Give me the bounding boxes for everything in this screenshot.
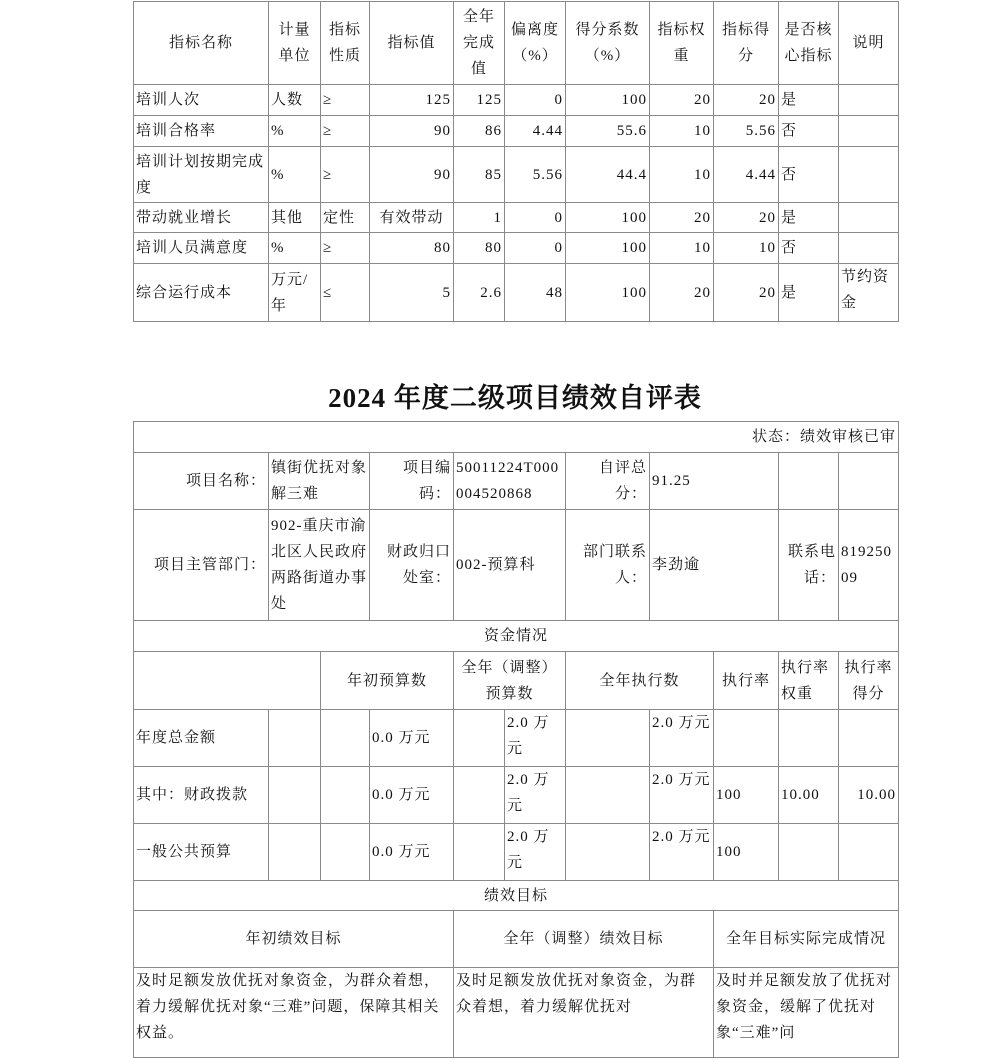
funds-header-executed: 全年执行数 xyxy=(566,652,714,710)
indicator-row xyxy=(134,264,899,322)
indicator-cell: ≥ xyxy=(321,233,370,264)
indicator-cell xyxy=(839,203,899,233)
indicator-cell xyxy=(839,116,899,147)
indicator-cell: % xyxy=(269,233,321,264)
indicator-row xyxy=(134,233,899,264)
indicator-cell: 100 xyxy=(566,264,650,322)
indicator-cell: 培训人员满意度 xyxy=(134,233,269,264)
indicator-cell: 10 xyxy=(650,147,714,203)
goals-header-adjusted: 全年（调整）绩效目标 xyxy=(454,911,714,968)
empty-cell xyxy=(269,824,321,881)
header-cell: 得分系数（%） xyxy=(566,2,650,85)
indicator-cell: 100 xyxy=(566,233,650,264)
indicator-cell: 5.56 xyxy=(714,116,779,147)
header-cell: 全年完成值 xyxy=(454,2,505,85)
empty-cell xyxy=(134,652,321,710)
empty-cell xyxy=(779,453,839,510)
indicator-cell: ≥ xyxy=(321,85,370,116)
empty-cell xyxy=(839,453,899,510)
empty-cell xyxy=(566,767,650,824)
indicator-cell: 0 xyxy=(505,203,566,233)
indicator-row xyxy=(134,116,899,147)
indicator-cell: 2.6 xyxy=(454,264,505,322)
dept-label: 项目主管部门： xyxy=(134,510,269,621)
funds-initial: 0.0 万元 xyxy=(370,767,454,824)
indicator-cell: 100 xyxy=(566,203,650,233)
funds-weight xyxy=(779,710,839,767)
project-name-value: 镇街优抚对象解三难 xyxy=(269,453,370,510)
indicator-cell: 0 xyxy=(505,85,566,116)
funds-row xyxy=(134,824,899,881)
indicator-cell: 否 xyxy=(779,116,839,147)
empty-cell xyxy=(269,710,321,767)
total-score-label: 自评总分： xyxy=(566,453,650,510)
indicator-cell: 4.44 xyxy=(714,147,779,203)
goals-header-initial: 年初绩效目标 xyxy=(134,911,454,968)
phone-value: 81925009 xyxy=(839,510,899,621)
contact-value: 李劲逾 xyxy=(650,510,779,621)
header-cell: 指标性质 xyxy=(321,2,370,85)
indicator-cell: 100 xyxy=(566,85,650,116)
indicator-row xyxy=(134,203,899,233)
funds-header-initial: 年初预算数 xyxy=(321,652,454,710)
indicator-row xyxy=(134,85,899,116)
total-score-value: 91.25 xyxy=(650,453,779,510)
funds-section-heading: 资金情况 xyxy=(134,621,899,652)
finance-office-value: 002-预算科 xyxy=(454,510,566,621)
indicator-cell: 有效带动 xyxy=(370,203,454,233)
indicator-cell xyxy=(839,233,899,264)
goal-adjusted-text: 及时足额发放优抚对象资金，为群众着想，着力缓解优抚对 xyxy=(454,968,714,1058)
indicator-cell: 10 xyxy=(714,233,779,264)
empty-cell xyxy=(321,824,370,881)
empty-cell xyxy=(269,767,321,824)
evaluation-table xyxy=(133,421,899,1058)
project-code-label: 项目编码： xyxy=(370,453,454,510)
indicator-cell: 10 xyxy=(650,116,714,147)
funds-row xyxy=(134,767,899,824)
funds-header-adjusted: 全年（调整）预算数 xyxy=(454,652,566,710)
indicator-cell: 20 xyxy=(650,203,714,233)
indicator-cell: 综合运行成本 xyxy=(134,264,269,322)
indicator-cell: ≥ xyxy=(321,116,370,147)
funds-rate: 100 xyxy=(714,824,779,881)
indicator-cell: 48 xyxy=(505,264,566,322)
indicator-cell: 培训人次 xyxy=(134,85,269,116)
funds-score xyxy=(839,710,899,767)
indicator-cell: 定性 xyxy=(321,203,370,233)
indicator-cell: 5.56 xyxy=(505,147,566,203)
indicator-table xyxy=(133,1,899,322)
indicator-cell: 20 xyxy=(714,85,779,116)
indicator-cell: 125 xyxy=(454,85,505,116)
indicator-cell: 20 xyxy=(714,264,779,322)
indicator-cell: 80 xyxy=(370,233,454,264)
indicator-cell: 55.6 xyxy=(566,116,650,147)
indicator-cell: ≤ xyxy=(321,264,370,322)
funds-score: 10.00 xyxy=(839,767,899,824)
indicator-cell: 人数 xyxy=(269,85,321,116)
indicator-row xyxy=(134,147,899,203)
indicator-cell: 节约资金 xyxy=(839,264,899,322)
indicator-cell: ≥ xyxy=(321,147,370,203)
empty-cell xyxy=(566,710,650,767)
indicator-cell: % xyxy=(269,116,321,147)
funds-weight: 10.00 xyxy=(779,767,839,824)
empty-cell xyxy=(321,767,370,824)
empty-cell xyxy=(454,710,505,767)
indicator-cell: 否 xyxy=(779,233,839,264)
indicator-cell: 80 xyxy=(454,233,505,264)
indicator-cell: 90 xyxy=(370,147,454,203)
empty-cell xyxy=(321,710,370,767)
funds-weight xyxy=(779,824,839,881)
status-text: 状态：绩效审核已审 xyxy=(134,422,899,453)
empty-cell xyxy=(566,824,650,881)
funds-initial: 0.0 万元 xyxy=(370,710,454,767)
funds-adjusted: 2.0 万元 xyxy=(505,767,566,824)
indicator-cell xyxy=(839,85,899,116)
funds-executed: 2.0 万元 xyxy=(650,710,714,767)
empty-cell xyxy=(454,767,505,824)
empty-cell xyxy=(454,824,505,881)
indicator-cell: 1 xyxy=(454,203,505,233)
funds-row-label: 其中：财政拨款 xyxy=(134,767,269,824)
funds-row-label: 年度总金额 xyxy=(134,710,269,767)
funds-executed: 2.0 万元 xyxy=(650,824,714,881)
funds-initial: 0.0 万元 xyxy=(370,824,454,881)
indicator-cell: 20 xyxy=(650,264,714,322)
funds-header-weight: 执行率权重 xyxy=(779,652,839,710)
goal-actual-text: 及时并足额发放了优抚对象资金，缓解了优抚对象“三难”问 xyxy=(714,968,899,1058)
project-code-value: 50011224T000004520868 xyxy=(454,453,566,510)
funds-row xyxy=(134,710,899,767)
funds-header-rate: 执行率 xyxy=(714,652,779,710)
indicator-cell: 0 xyxy=(505,233,566,264)
indicator-cell: 125 xyxy=(370,85,454,116)
indicator-cell: 4.44 xyxy=(505,116,566,147)
indicator-cell: 86 xyxy=(454,116,505,147)
indicator-cell: 5 xyxy=(370,264,454,322)
page-title: 2024 年度二级项目绩效自评表 xyxy=(328,383,702,413)
indicator-cell: 90 xyxy=(370,116,454,147)
header-cell: 计量单位 xyxy=(269,2,321,85)
indicator-cell: 20 xyxy=(650,85,714,116)
dept-value: 902-重庆市渝北区人民政府两路街道办事处 xyxy=(269,510,370,621)
indicator-cell: 是 xyxy=(779,203,839,233)
funds-adjusted: 2.0 万元 xyxy=(505,824,566,881)
project-name-label: 项目名称： xyxy=(134,453,269,510)
goals-header-actual: 全年目标实际完成情况 xyxy=(714,911,899,968)
indicator-cell xyxy=(839,147,899,203)
header-cell: 指标名称 xyxy=(134,2,269,85)
indicator-cell: 20 xyxy=(714,203,779,233)
funds-rate: 100 xyxy=(714,767,779,824)
header-cell: 偏离度（%） xyxy=(505,2,566,85)
indicator-cell: 44.4 xyxy=(566,147,650,203)
indicator-cell: 是 xyxy=(779,264,839,322)
phone-label: 联系电话： xyxy=(779,510,839,621)
indicator-cell: 培训合格率 xyxy=(134,116,269,147)
funds-adjusted: 2.0 万元 xyxy=(505,710,566,767)
funds-executed: 2.0 万元 xyxy=(650,767,714,824)
header-cell: 指标得分 xyxy=(714,2,779,85)
header-cell: 是否核心指标 xyxy=(779,2,839,85)
indicator-cell: 万元/年 xyxy=(269,264,321,322)
indicator-cell: 否 xyxy=(779,147,839,203)
header-cell: 指标值 xyxy=(370,2,454,85)
indicator-header-row xyxy=(134,2,899,85)
indicator-cell: 其他 xyxy=(269,203,321,233)
indicator-cell: % xyxy=(269,147,321,203)
goals-section-heading: 绩效目标 xyxy=(134,881,899,911)
goal-initial-text: 及时足额发放优抚对象资金，为群众着想，着力缓解优抚对象“三难”问题，保障其相关权益。 xyxy=(134,968,454,1058)
indicator-cell: 带动就业增长 xyxy=(134,203,269,233)
header-cell: 指标权重 xyxy=(650,2,714,85)
indicator-cell: 培训计划按期完成度 xyxy=(134,147,269,203)
indicator-cell: 10 xyxy=(650,233,714,264)
contact-label: 部门联系人： xyxy=(566,510,650,621)
finance-office-label: 财政归口处室： xyxy=(370,510,454,621)
indicator-cell: 85 xyxy=(454,147,505,203)
funds-score xyxy=(839,824,899,881)
indicator-cell: 是 xyxy=(779,85,839,116)
funds-rate xyxy=(714,710,779,767)
header-cell: 说明 xyxy=(839,2,899,85)
funds-header-score: 执行率得分 xyxy=(839,652,899,710)
funds-row-label: 一般公共预算 xyxy=(134,824,269,881)
